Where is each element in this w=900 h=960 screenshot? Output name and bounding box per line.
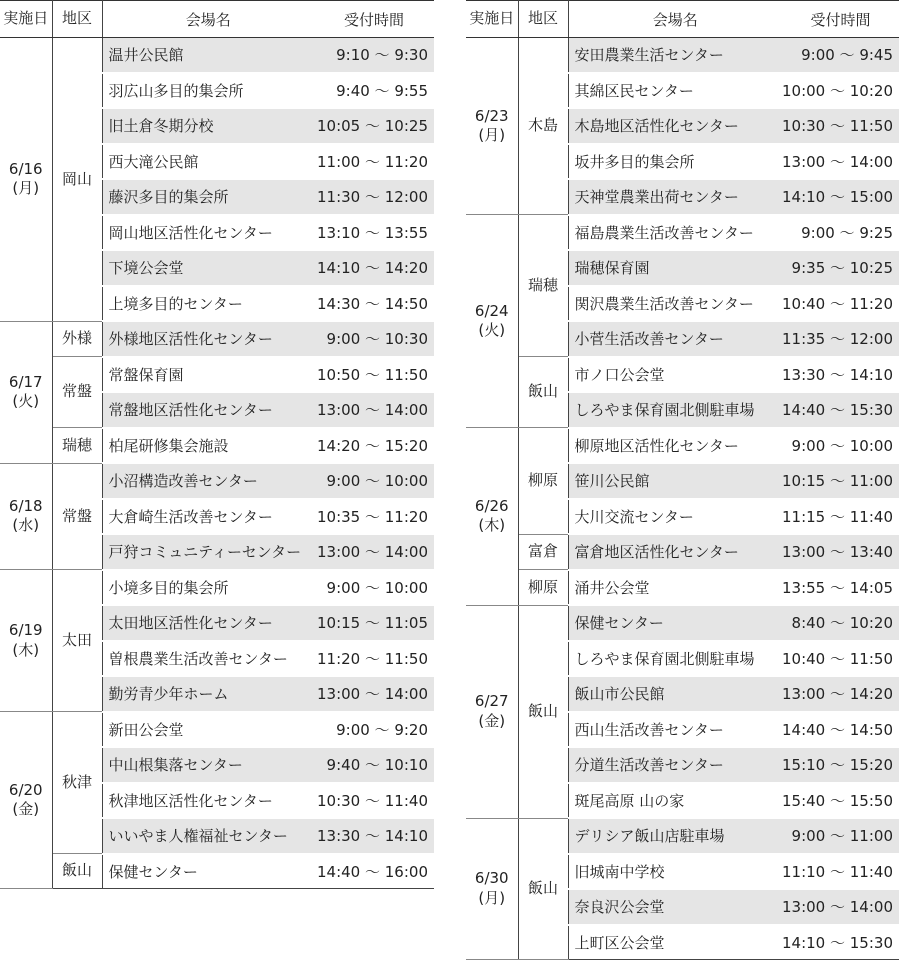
venue-cell: 市ノ口公会堂 bbox=[568, 357, 782, 393]
header-venue: 会場名 bbox=[102, 1, 314, 38]
date-line: (木) bbox=[12, 640, 40, 659]
header-row bbox=[466, 1, 899, 38]
venue-cell: 太田地区活性化センター bbox=[102, 605, 314, 641]
venue-cell: 福島農業生活改善センター bbox=[568, 215, 782, 251]
time-cell: 11:20 ～ 11:50 bbox=[314, 641, 434, 677]
header-date: 実施日 bbox=[0, 1, 52, 38]
time-cell: 9:00 ～ 10:00 bbox=[314, 570, 434, 606]
venue-cell: 下境公会堂 bbox=[102, 250, 314, 286]
time-cell: 9:00 ～ 9:20 bbox=[314, 712, 434, 748]
area-cell: 瑞穂 bbox=[52, 428, 102, 464]
date-line: (金) bbox=[12, 800, 40, 818]
date-line: 6/16 bbox=[8, 159, 43, 178]
venue-cell: 西山生活改善センター bbox=[568, 712, 782, 748]
venue-cell: 飯山市公民館 bbox=[568, 676, 782, 712]
date-line: (月) bbox=[478, 888, 506, 907]
date-line: 6/18 bbox=[8, 496, 43, 515]
venue-cell: 瑞穂保育園 bbox=[568, 250, 782, 286]
time-cell: 9:40 ～ 9:55 bbox=[314, 73, 434, 109]
area-cell: 太田 bbox=[52, 570, 102, 712]
venue-cell: 中山根集落センター bbox=[102, 747, 314, 783]
date-line: (木) bbox=[478, 516, 506, 535]
venue-cell: 曽根農業生活改善センター bbox=[102, 641, 314, 677]
time-cell: 11:35 ～ 12:00 bbox=[782, 321, 899, 357]
table-row bbox=[466, 605, 899, 641]
time-cell: 9:00 ～ 10:30 bbox=[314, 321, 434, 357]
area-cell: 飯山 bbox=[52, 854, 102, 889]
date-line: 6/26 bbox=[474, 496, 509, 515]
area-cell: 常盤 bbox=[52, 357, 102, 428]
date-line: (水) bbox=[12, 516, 40, 535]
time-cell: 11:00 ～ 11:20 bbox=[314, 144, 434, 180]
venue-cell: 保健センター bbox=[102, 854, 314, 889]
venue-cell: 大川交流センター bbox=[568, 499, 782, 535]
date-line: (月) bbox=[12, 179, 40, 198]
table-row bbox=[466, 38, 899, 73]
time-cell: 10:50 ～ 11:50 bbox=[314, 357, 434, 393]
venue-cell: 外様地区活性化センター bbox=[102, 321, 314, 357]
date-line: 6/23 bbox=[474, 106, 509, 125]
area-cell: 秋津 bbox=[52, 712, 102, 854]
table-row bbox=[0, 463, 434, 499]
header-time: 受付時間 bbox=[782, 1, 899, 38]
time-cell: 13:00 ～ 14:00 bbox=[314, 676, 434, 712]
venue-cell: 温井公民館 bbox=[102, 38, 314, 73]
date-line: 6/30 bbox=[474, 869, 509, 888]
area-cell: 瑞穂 bbox=[518, 215, 568, 357]
header-time: 受付時間 bbox=[314, 1, 434, 38]
time-cell: 9:40 ～ 10:10 bbox=[314, 747, 434, 783]
venue-cell: 柳原地区活性化センター bbox=[568, 428, 782, 464]
venue-cell: 木島地区活性化センター bbox=[568, 108, 782, 144]
date-cell bbox=[0, 38, 52, 322]
time-cell: 14:40 ～ 15:30 bbox=[782, 392, 899, 428]
table-row bbox=[466, 215, 899, 251]
time-cell: 14:40 ～ 16:00 bbox=[314, 854, 434, 889]
date-cell bbox=[466, 605, 518, 818]
time-cell: 14:10 ～ 15:30 bbox=[782, 925, 899, 960]
time-cell: 10:00 ～ 10:20 bbox=[782, 73, 899, 109]
venue-cell: 旧城南中学校 bbox=[568, 854, 782, 890]
table-row bbox=[466, 534, 899, 570]
venue-cell: 天神堂農業出荷センター bbox=[568, 179, 782, 215]
venue-cell: 勤労青少年ホーム bbox=[102, 676, 314, 712]
table-row bbox=[0, 428, 434, 464]
time-cell: 10:15 ～ 11:05 bbox=[314, 605, 434, 641]
venue-cell: 柏尾研修集会施設 bbox=[102, 428, 314, 464]
table-row bbox=[466, 570, 899, 606]
date-line: 6/27 bbox=[474, 692, 509, 710]
date-line: (月) bbox=[478, 126, 506, 144]
area-cell: 岡山 bbox=[52, 38, 102, 322]
venue-cell: 大倉崎生活改善センター bbox=[102, 499, 314, 535]
venue-cell: 分道生活改善センター bbox=[568, 747, 782, 783]
time-cell: 14:40 ～ 14:50 bbox=[782, 712, 899, 748]
table-row bbox=[0, 321, 434, 357]
time-cell: 10:40 ～ 11:50 bbox=[782, 641, 899, 677]
time-cell: 14:30 ～ 14:50 bbox=[314, 286, 434, 322]
date-cell bbox=[0, 570, 52, 712]
time-cell: 9:00 ～ 10:00 bbox=[314, 463, 434, 499]
time-cell: 9:35 ～ 10:25 bbox=[782, 250, 899, 286]
table-row bbox=[466, 428, 899, 464]
time-cell: 13:55 ～ 14:05 bbox=[782, 570, 899, 606]
venue-cell: 新田公会堂 bbox=[102, 712, 314, 748]
date-line: 6/19 bbox=[8, 621, 43, 639]
time-cell: 11:15 ～ 11:40 bbox=[782, 499, 899, 535]
time-cell: 13:30 ～ 14:10 bbox=[314, 818, 434, 854]
area-cell: 木島 bbox=[518, 38, 568, 215]
venue-cell: 涌井公会堂 bbox=[568, 570, 782, 606]
time-cell: 10:35 ～ 11:20 bbox=[314, 499, 434, 535]
venue-cell: 岡山地区活性化センター bbox=[102, 215, 314, 251]
table-row bbox=[0, 357, 434, 393]
area-cell: 富倉 bbox=[518, 534, 568, 570]
time-cell: 14:10 ～ 15:00 bbox=[782, 179, 899, 215]
time-cell: 8:40 ～ 10:20 bbox=[782, 605, 899, 641]
venue-cell: 関沢農業生活改善センター bbox=[568, 286, 782, 322]
time-cell: 10:40 ～ 11:20 bbox=[782, 286, 899, 322]
venue-cell: いいやま人権福祉センター bbox=[102, 818, 314, 854]
venue-cell: 小沼構造改善センター bbox=[102, 463, 314, 499]
time-cell: 10:15 ～ 11:00 bbox=[782, 463, 899, 499]
venue-cell: 常盤地区活性化センター bbox=[102, 392, 314, 428]
venue-cell: 安田農業生活センター bbox=[568, 38, 782, 73]
table-row bbox=[0, 712, 434, 748]
venue-cell: 坂井多目的集会所 bbox=[568, 144, 782, 180]
schedule-table-right bbox=[466, 0, 899, 960]
time-cell: 13:00 ～ 14:00 bbox=[782, 144, 899, 180]
time-cell: 10:05 ～ 10:25 bbox=[314, 108, 434, 144]
header-row bbox=[0, 1, 434, 38]
venue-cell: 上町区公会堂 bbox=[568, 925, 782, 960]
time-cell: 9:10 ～ 9:30 bbox=[314, 38, 434, 73]
time-cell: 15:40 ～ 15:50 bbox=[782, 783, 899, 819]
date-line: 6/17 bbox=[8, 372, 43, 391]
table-row bbox=[0, 570, 434, 606]
time-cell: 13:00 ～ 14:20 bbox=[782, 676, 899, 712]
venue-cell: 小菅生活改善センター bbox=[568, 321, 782, 357]
area-cell: 飯山 bbox=[518, 818, 568, 960]
table-row bbox=[466, 818, 899, 854]
venue-cell: 斑尾高原 山の家 bbox=[568, 783, 782, 819]
time-cell: 10:30 ～ 11:40 bbox=[314, 783, 434, 819]
header-area: 地区 bbox=[52, 1, 102, 38]
time-cell: 14:20 ～ 15:20 bbox=[314, 428, 434, 464]
table-row bbox=[466, 357, 899, 393]
header-date: 実施日 bbox=[466, 1, 518, 38]
venue-cell: 西大滝公民館 bbox=[102, 144, 314, 180]
area-cell: 飯山 bbox=[518, 605, 568, 818]
date-cell bbox=[0, 321, 52, 463]
schedule-table-left bbox=[0, 0, 434, 889]
venue-cell: 小境多目的集会所 bbox=[102, 570, 314, 606]
venue-cell: 羽広山多目的集会所 bbox=[102, 73, 314, 109]
time-cell: 9:00 ～ 9:45 bbox=[782, 38, 899, 73]
venue-cell: 笹川公民館 bbox=[568, 463, 782, 499]
time-cell: 13:00 ～ 14:00 bbox=[314, 534, 434, 570]
venue-cell: しろやま保育園北側駐車場 bbox=[568, 641, 782, 677]
venue-cell: しろやま保育園北側駐車場 bbox=[568, 392, 782, 428]
date-line: (火) bbox=[478, 321, 506, 339]
venue-cell: 上境多目的センター bbox=[102, 286, 314, 322]
area-cell: 飯山 bbox=[518, 357, 568, 428]
venue-cell: 旧土倉冬期分校 bbox=[102, 108, 314, 144]
time-cell: 13:30 ～ 14:10 bbox=[782, 357, 899, 393]
date-line: 6/20 bbox=[8, 780, 43, 799]
date-line: 6/24 bbox=[474, 301, 509, 320]
time-cell: 11:30 ～ 12:00 bbox=[314, 179, 434, 215]
date-cell bbox=[466, 428, 518, 606]
table-row bbox=[0, 854, 434, 889]
venue-cell: 藤沢多目的集会所 bbox=[102, 179, 314, 215]
table-row bbox=[0, 38, 434, 73]
venue-cell: 秋津地区活性化センター bbox=[102, 783, 314, 819]
header-area: 地区 bbox=[518, 1, 568, 38]
time-cell: 13:00 ～ 13:40 bbox=[782, 534, 899, 570]
date-cell bbox=[0, 463, 52, 570]
time-cell: 15:10 ～ 15:20 bbox=[782, 747, 899, 783]
area-cell: 柳原 bbox=[518, 428, 568, 535]
date-cell bbox=[466, 818, 518, 960]
time-cell: 9:00 ～ 10:00 bbox=[782, 428, 899, 464]
time-cell: 9:00 ～ 11:00 bbox=[782, 818, 899, 854]
area-cell: 柳原 bbox=[518, 570, 568, 606]
time-cell: 11:10 ～ 11:40 bbox=[782, 854, 899, 890]
venue-cell: 富倉地区活性化センター bbox=[568, 534, 782, 570]
venue-cell: 保健センター bbox=[568, 605, 782, 641]
date-cell bbox=[466, 38, 518, 215]
area-cell: 常盤 bbox=[52, 463, 102, 570]
time-cell: 9:00 ～ 9:25 bbox=[782, 215, 899, 251]
venue-cell: 常盤保育園 bbox=[102, 357, 314, 393]
area-cell: 外様 bbox=[52, 321, 102, 357]
time-cell: 14:10 ～ 14:20 bbox=[314, 250, 434, 286]
header-venue: 会場名 bbox=[568, 1, 782, 38]
venue-cell: 奈良沢公会堂 bbox=[568, 889, 782, 925]
date-line: (金) bbox=[478, 711, 506, 730]
venue-cell: 戸狩コミュニティーセンター bbox=[102, 534, 314, 570]
date-cell bbox=[466, 215, 518, 428]
time-cell: 13:00 ～ 14:00 bbox=[314, 392, 434, 428]
time-cell: 13:10 ～ 13:55 bbox=[314, 215, 434, 251]
time-cell: 10:30 ～ 11:50 bbox=[782, 108, 899, 144]
venue-cell: 其綿区民センター bbox=[568, 73, 782, 109]
date-line: (火) bbox=[12, 392, 40, 410]
time-cell: 13:00 ～ 14:00 bbox=[782, 889, 899, 925]
date-cell bbox=[0, 712, 52, 889]
venue-cell: デリシア飯山店駐車場 bbox=[568, 818, 782, 854]
